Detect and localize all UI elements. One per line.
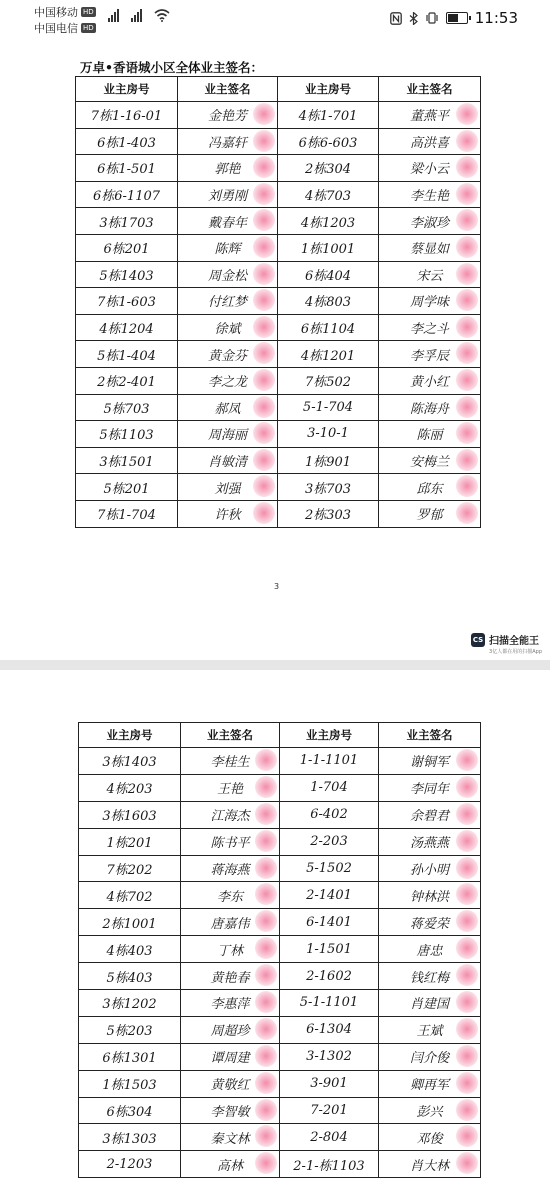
room-number-cell: 7栋202 [79, 855, 181, 882]
room-number-cell: 3-901 [280, 1070, 379, 1097]
owner-signature-cell: 冯嘉轩 [178, 128, 278, 155]
room-number-cell: 6-1304 [280, 1016, 379, 1043]
table-row [76, 314, 481, 341]
table-row [79, 1016, 481, 1043]
table-row [76, 421, 481, 448]
owner-signature-cell: 郭艳 [178, 155, 278, 182]
room-number-cell: 4栋203 [79, 774, 181, 801]
room-number-cell: 3栋1202 [79, 990, 181, 1017]
table-row [76, 288, 481, 315]
room-number-cell: 6栋6-1107 [76, 181, 178, 208]
room-number-cell: 2-1-栋1103 [280, 1151, 379, 1178]
room-number-cell: 5-1-704 [278, 394, 379, 421]
clock: 11:53 [474, 9, 518, 27]
owner-signature-cell: 陈书平 [181, 828, 280, 855]
table-row [76, 181, 481, 208]
room-number-cell: 5栋1103 [76, 421, 178, 448]
room-number-cell: 4栋1203 [278, 208, 379, 235]
owner-signature-cell: 肖大林 [379, 1151, 481, 1178]
signal-strength-icon [131, 8, 142, 22]
owner-signature-cell: 李惠萍 [181, 990, 280, 1017]
table-row [79, 748, 481, 775]
owner-signature-cell: 钱红梅 [379, 963, 481, 990]
room-number-cell: 4栋702 [79, 882, 181, 909]
owner-signature-cell: 王艳 [181, 774, 280, 801]
room-number-cell: 2栋304 [278, 155, 379, 182]
page-divider [0, 660, 550, 670]
room-number-cell: 1栋1503 [79, 1070, 181, 1097]
carrier-2 [34, 20, 96, 36]
scanned-page-2 [0, 670, 550, 1191]
owner-signature-cell: 周金松 [178, 261, 278, 288]
table-row [79, 882, 481, 909]
owner-signature-cell: 蔡显如 [379, 234, 481, 261]
owner-signature-cell: 黄小红 [379, 367, 481, 394]
room-number-cell: 4栋1201 [278, 341, 379, 368]
room-number-cell: 3-10-1 [278, 421, 379, 448]
owner-signature-cell: 周超珍 [181, 1016, 280, 1043]
room-number-cell: 6栋404 [278, 261, 379, 288]
room-number-cell: 7栋502 [278, 367, 379, 394]
column-header: 业主房号 [79, 723, 181, 748]
table-row [79, 990, 481, 1017]
owner-signature-cell: 金艳芳 [178, 102, 278, 129]
owner-signature-cell: 郝凤 [178, 394, 278, 421]
signature-table [75, 76, 481, 528]
table-row [79, 1070, 481, 1097]
room-number-cell: 3栋1703 [76, 208, 178, 235]
app-name: 扫描全能王 [489, 636, 540, 647]
table-row [79, 1043, 481, 1070]
owner-signature-cell: 罗郁 [379, 500, 481, 527]
owner-signature-cell: 安梅兰 [379, 447, 481, 474]
owner-signature-cell: 李之斗 [379, 314, 481, 341]
room-number-cell: 2-804 [280, 1124, 379, 1151]
app-tagline: 3亿人都在用的扫描App [489, 649, 542, 655]
room-number-cell: 3栋1603 [79, 801, 181, 828]
table-row [76, 447, 481, 474]
owner-signature-cell: 黄艳春 [181, 963, 280, 990]
room-number-cell: 2栋303 [278, 500, 379, 527]
room-number-cell: 5栋203 [79, 1016, 181, 1043]
owner-signature-cell: 李之龙 [178, 367, 278, 394]
room-number-cell: 6栋6-603 [278, 128, 379, 155]
room-number-cell: 5栋1403 [76, 261, 178, 288]
column-header: 业主签名 [379, 77, 481, 102]
table-row [76, 394, 481, 421]
owner-signature-cell: 邓俊 [379, 1124, 481, 1151]
owner-signature-cell: 秦文林 [181, 1124, 280, 1151]
room-number-cell: 5栋703 [76, 394, 178, 421]
owner-signature-cell: 汤燕燕 [379, 828, 481, 855]
room-number-cell: 3栋1403 [79, 748, 181, 775]
owner-signature-cell: 李淑珍 [379, 208, 481, 235]
camscanner-logo-icon: CS [471, 633, 485, 647]
room-number-cell: 4栋1204 [76, 314, 178, 341]
room-number-cell: 6栋1-403 [76, 128, 178, 155]
scanner-watermark [471, 632, 542, 655]
owner-signature-cell: 李桂生 [181, 748, 280, 775]
owner-signature-cell: 高洪喜 [379, 128, 481, 155]
room-number-cell: 1栋1001 [278, 234, 379, 261]
room-number-cell: 2栋1001 [79, 909, 181, 936]
signal-strength-icon [108, 8, 119, 22]
room-number-cell: 1-1501 [280, 936, 379, 963]
vibrate-icon [425, 12, 439, 24]
battery-icon [446, 12, 468, 24]
owner-signature-cell: 刘强 [178, 474, 278, 501]
column-header: 业主房号 [278, 77, 379, 102]
owner-signature-cell: 王斌 [379, 1016, 481, 1043]
room-number-cell: 7-201 [280, 1097, 379, 1124]
owner-signature-cell: 李智敏 [181, 1097, 280, 1124]
table-row [76, 155, 481, 182]
owner-signature-cell: 李孚辰 [379, 341, 481, 368]
document-title: 万卓•香语城小区全体业主签名： [80, 60, 263, 75]
column-header: 业主房号 [280, 723, 379, 748]
column-header: 业主签名 [181, 723, 280, 748]
room-number-cell: 6栋1301 [79, 1043, 181, 1070]
room-number-cell: 5栋1-404 [76, 341, 178, 368]
wifi-icon [154, 9, 170, 22]
table-row [79, 963, 481, 990]
hd-badge: HD [83, 24, 94, 32]
owner-signature-cell: 戴春年 [178, 208, 278, 235]
room-number-cell: 5-1502 [280, 855, 379, 882]
table-row [79, 855, 481, 882]
table-row [76, 102, 481, 129]
room-number-cell: 6栋304 [79, 1097, 181, 1124]
room-number-cell: 7栋1-704 [76, 500, 178, 527]
table-row [76, 208, 481, 235]
status-bar [0, 0, 550, 36]
owner-signature-cell: 肖建国 [379, 990, 481, 1017]
table-header-row [76, 77, 481, 102]
room-number-cell: 3栋703 [278, 474, 379, 501]
owner-signature-cell: 黄敬红 [181, 1070, 280, 1097]
owner-signature-cell: 钟林洪 [379, 882, 481, 909]
table-row [76, 367, 481, 394]
room-number-cell: 3-1302 [280, 1043, 379, 1070]
table-row [76, 341, 481, 368]
room-number-cell: 1-1-1101 [280, 748, 379, 775]
column-header: 业主房号 [76, 77, 178, 102]
owner-signature-cell: 彭兴 [379, 1097, 481, 1124]
room-number-cell: 2-1602 [280, 963, 379, 990]
room-number-cell: 7栋1-603 [76, 288, 178, 315]
room-number-cell: 4栋1-701 [278, 102, 379, 129]
room-number-cell: 5栋201 [76, 474, 178, 501]
room-number-cell: 2-1401 [280, 882, 379, 909]
signal-icons [108, 8, 170, 22]
owner-signature-cell: 高林 [181, 1151, 280, 1178]
room-number-cell: 5栋403 [79, 963, 181, 990]
signature-table [78, 722, 481, 1178]
owner-signature-cell: 徐斌 [178, 314, 278, 341]
carrier-1-name: 中国移动 [34, 6, 78, 19]
status-right [390, 9, 518, 27]
room-number-cell: 3栋1501 [76, 447, 178, 474]
column-header: 业主签名 [178, 77, 278, 102]
room-number-cell: 1栋201 [79, 828, 181, 855]
column-header: 业主签名 [379, 723, 481, 748]
table-row [79, 828, 481, 855]
owner-signature-cell: 陈丽 [379, 421, 481, 448]
bluetooth-icon [409, 12, 418, 25]
owner-signature-cell: 肖敏清 [178, 447, 278, 474]
owner-signature-cell: 卿再军 [379, 1070, 481, 1097]
table-row [76, 474, 481, 501]
room-number-cell: 2栋2-401 [76, 367, 178, 394]
owner-signature-cell: 丁林 [181, 936, 280, 963]
room-number-cell: 6栋1-501 [76, 155, 178, 182]
carrier-2-name: 中国电信 [34, 22, 78, 35]
room-number-cell: 1-704 [280, 774, 379, 801]
table-row [79, 909, 481, 936]
room-number-cell: 6栋1104 [278, 314, 379, 341]
owner-signature-cell: 周海丽 [178, 421, 278, 448]
table-row [76, 500, 481, 527]
room-number-cell: 6栋201 [76, 234, 178, 261]
owner-signature-cell: 董燕平 [379, 102, 481, 129]
owner-signature-cell: 谢铜军 [379, 748, 481, 775]
owner-signature-cell: 黄金芬 [178, 341, 278, 368]
owner-signature-cell: 孙小明 [379, 855, 481, 882]
room-number-cell: 7栋1-16-01 [76, 102, 178, 129]
owner-signature-cell: 闫介俊 [379, 1043, 481, 1070]
owner-signature-cell: 李东 [181, 882, 280, 909]
carrier-1 [34, 4, 96, 20]
owner-signature-cell: 唐忠 [379, 936, 481, 963]
owner-signature-cell: 余碧君 [379, 801, 481, 828]
owner-signature-cell: 陈辉 [178, 234, 278, 261]
table-header-row [79, 723, 481, 748]
room-number-cell: 6-1401 [280, 909, 379, 936]
hd-badge: HD [83, 8, 94, 16]
owner-signature-cell: 李同年 [379, 774, 481, 801]
owner-signature-cell: 付红梦 [178, 288, 278, 315]
table-row [79, 801, 481, 828]
room-number-cell: 4栋803 [278, 288, 379, 315]
room-number-cell: 1栋901 [278, 447, 379, 474]
nfc-icon [390, 12, 402, 25]
table-row [76, 261, 481, 288]
room-number-cell: 3栋1303 [79, 1124, 181, 1151]
table-row [76, 128, 481, 155]
owner-signature-cell: 邱东 [379, 474, 481, 501]
table-row [79, 774, 481, 801]
owner-signature-cell: 蒋爱荣 [379, 909, 481, 936]
room-number-cell: 4栋703 [278, 181, 379, 208]
owner-signature-cell: 唐嘉伟 [181, 909, 280, 936]
table-row [79, 1124, 481, 1151]
room-number-cell: 2-1203 [79, 1151, 181, 1178]
table-row [79, 1151, 481, 1178]
owner-signature-cell: 梁小云 [379, 155, 481, 182]
scanned-page-1 [0, 36, 550, 660]
owner-signature-cell: 李生艳 [379, 181, 481, 208]
owner-signature-cell: 许秋 [178, 500, 278, 527]
page-number: 3 [274, 582, 280, 591]
owner-signature-cell: 蒋海燕 [181, 855, 280, 882]
room-number-cell: 4栋403 [79, 936, 181, 963]
owner-signature-cell: 刘勇刚 [178, 181, 278, 208]
owner-signature-cell: 陈海舟 [379, 394, 481, 421]
owner-signature-cell: 谭周建 [181, 1043, 280, 1070]
table-row [79, 1097, 481, 1124]
room-number-cell: 2-203 [280, 828, 379, 855]
table-row [79, 936, 481, 963]
room-number-cell: 6-402 [280, 801, 379, 828]
owner-signature-cell: 宋云 [379, 261, 481, 288]
owner-signature-cell: 江海杰 [181, 801, 280, 828]
table-row [76, 234, 481, 261]
room-number-cell: 5-1-1101 [280, 990, 379, 1017]
owner-signature-cell: 周学味 [379, 288, 481, 315]
